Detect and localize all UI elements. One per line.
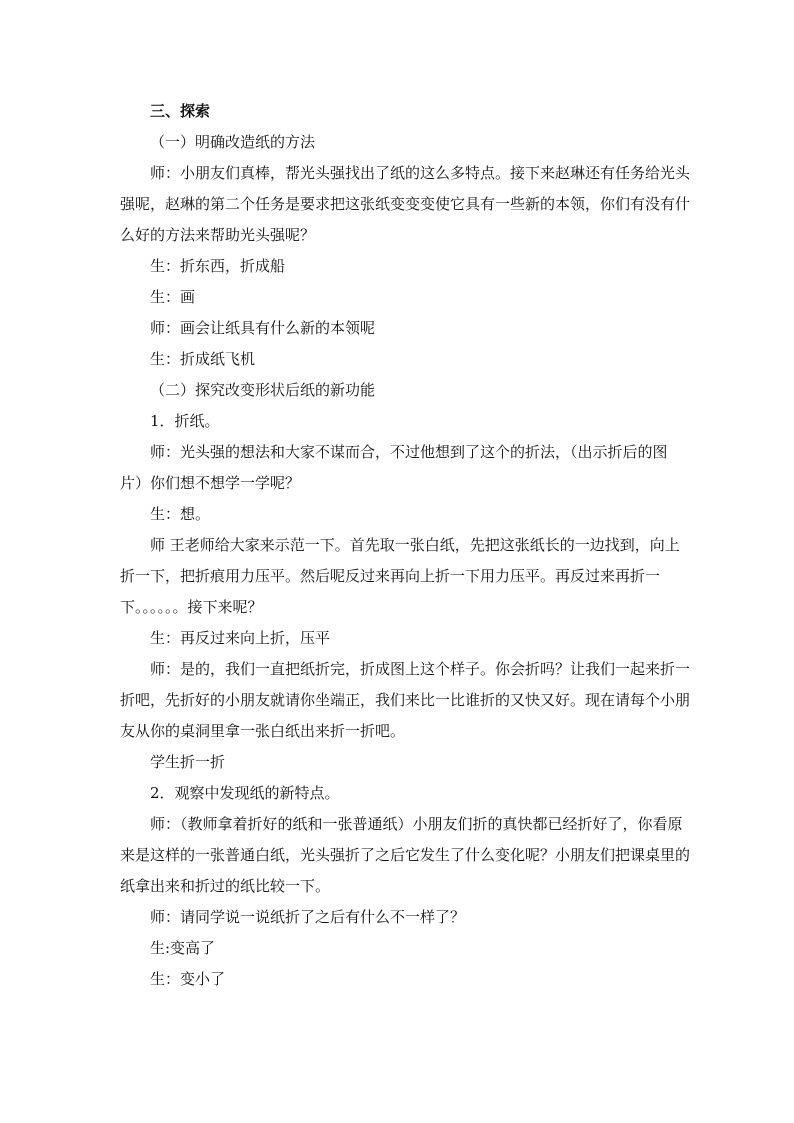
paragraph: 师：请同学说一说纸折了之后有什么不一样了？ <box>150 908 466 926</box>
paragraph: 师：画会让纸具有什么新的本领呢 <box>150 319 376 337</box>
paragraph: 师：小朋友们真棒，帮光头强找出了纸的这么多特点。接下来赵琳还有任务给光头强呢，赵琳的第二个任务是要求把这张纸变变变使它具有一些新的本领，你们有没有什么好的方法来帮助光头强呢？ <box>120 164 691 244</box>
paragraph: 师：是的，我们一直把纸折完，折成图上这个样子。你会折吗？让我们一起来折一折吧，先折好的小朋友就请你坐端正，我们来比一比谁折的又快又好。现在请每个小朋友从你的桌洞里拿一张白纸出来折一折吧。 <box>120 660 691 740</box>
paragraph: 生：折成纸飞机 <box>150 350 256 368</box>
document-body <box>120 96 690 995</box>
paragraph: 生:变高了 <box>150 939 216 957</box>
paragraph: 师 王老师给大家来示范一下。首先取一张白纸，先把这张纸长的一边找到，向上折一下，把折痕用力压平。然后呢反过来再向上折一下用力压平。再反过来再折一下。。。。。。接下来呢？ <box>120 536 680 616</box>
paragraph: 生：再反过来向上折，压平 <box>150 629 331 647</box>
list-item-heading: 2．观察中发现纸的新特点。 <box>150 784 340 802</box>
paragraph: 生：变小了 <box>150 970 226 988</box>
paragraph: 生：画 <box>150 288 196 306</box>
paragraph: 生：折东西，折成船 <box>150 257 286 275</box>
paragraph: 师：光头强的想法和大家不谋而合，不过他想到了这个的折法，（出示折后的图片）你们想不想学一学呢？ <box>120 443 668 492</box>
paragraph: 学生折一折 <box>150 753 226 771</box>
list-item-heading: 1．折纸。 <box>150 412 220 430</box>
subsection-heading: （一）明确改造纸的方法 <box>150 133 316 151</box>
paragraph: 生：想。 <box>150 505 211 523</box>
section-heading: 三、探索 <box>150 102 211 120</box>
subsection-heading: （二）探究改变形状后纸的新功能 <box>150 381 376 399</box>
paragraph: 师：（教师拿着折好的纸和一张普通纸）小朋友们折的真快都已经折好了，你看原来是这样的一张普通白纸，光头强折了之后它发生了什么变化呢？小朋友们把课桌里的纸拿出来和折过的纸比较一下。 <box>120 815 691 895</box>
